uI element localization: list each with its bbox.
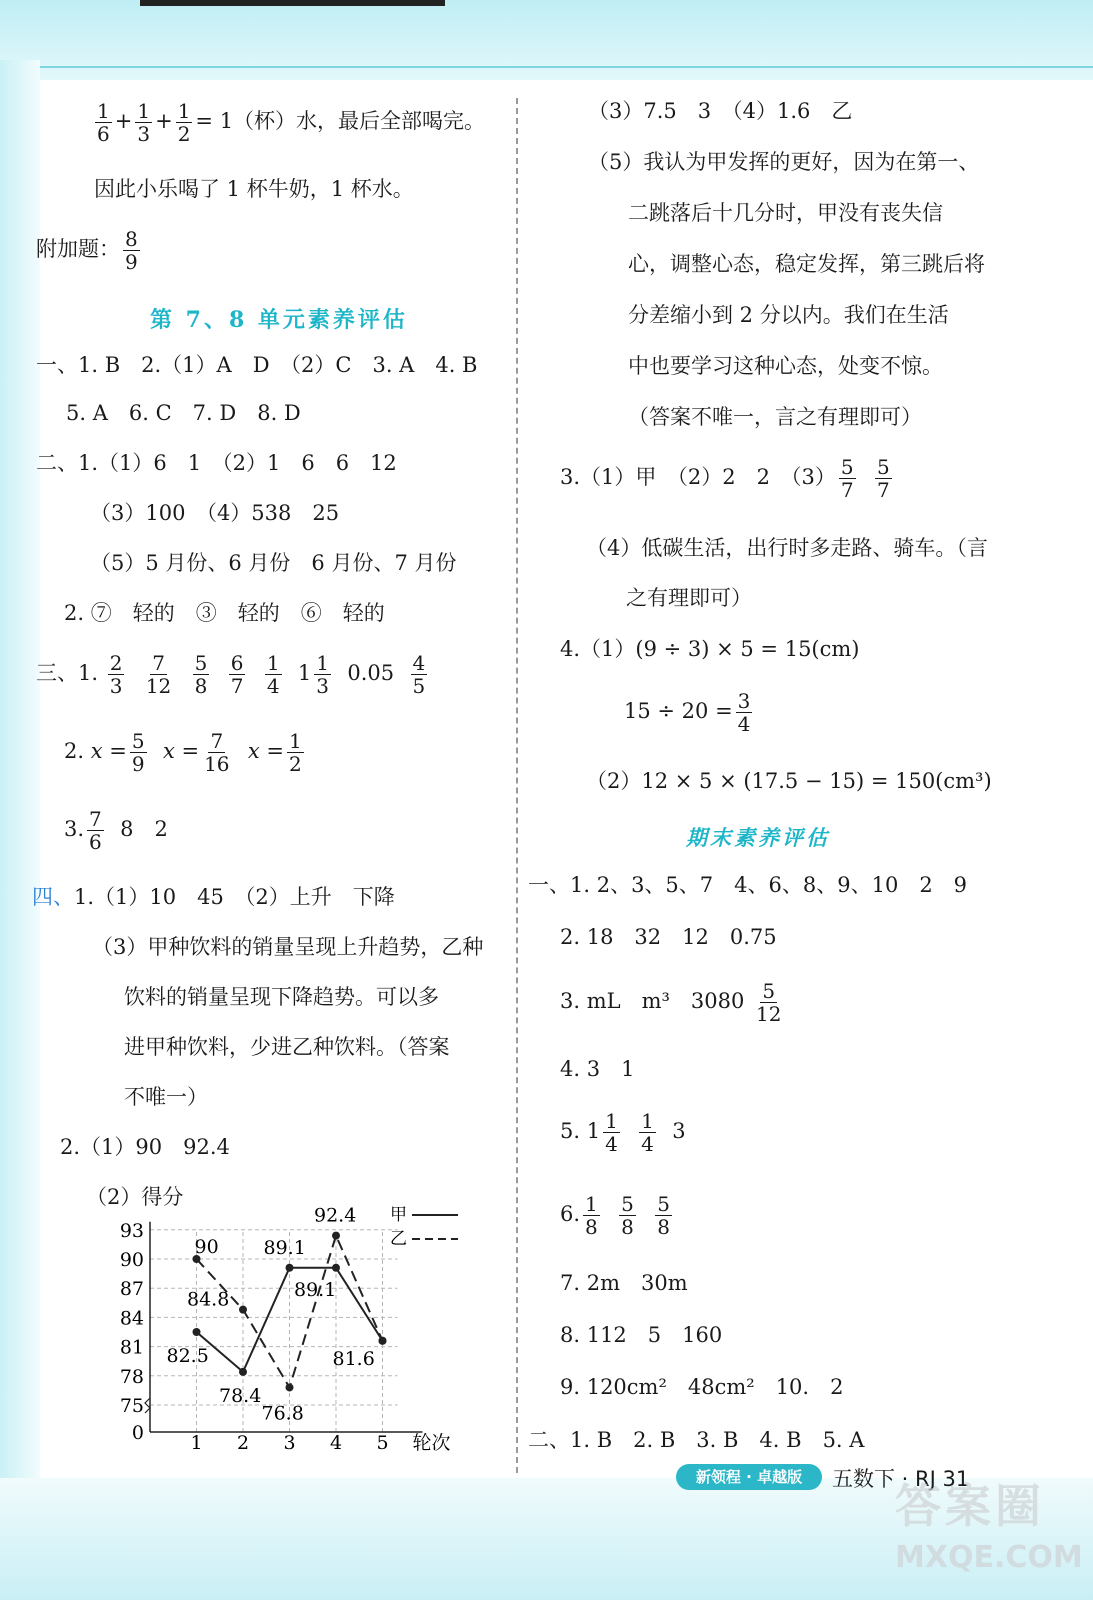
data-point bbox=[332, 1264, 340, 1272]
final-q3: 3. mL m³ 3080 $\frac{5}{12}$ bbox=[560, 979, 782, 1026]
right-line-3: 二跳落后十几分时，甲没有丧失信 bbox=[628, 201, 943, 225]
final-q9: 9. 120cm² 48cm² 10. 2 bbox=[560, 1375, 844, 1399]
top-band bbox=[0, 0, 1093, 80]
y-tick-label: 81 bbox=[119, 1336, 144, 1359]
data-label: 76.8 bbox=[261, 1402, 304, 1425]
y-tick-label: 84 bbox=[119, 1307, 144, 1330]
x-tick-label: 2 bbox=[236, 1432, 250, 1454]
final-q4: 4. 3 1 bbox=[560, 1057, 635, 1081]
fraction: $\frac{5}{9}$ bbox=[131, 729, 145, 776]
watermark-logo bbox=[895, 1470, 1083, 1590]
section4-q2: 2.（1）90 92.4 bbox=[60, 1135, 230, 1159]
section3-q2: 2. x = $\frac{5}{9}$ x = $\frac{7}{16}$ x = $\frac{1}{2}$ bbox=[64, 729, 302, 776]
watermark-url: MXQE.COM bbox=[895, 1540, 1083, 1575]
legend-label: 乙 bbox=[390, 1229, 407, 1249]
data-label: 78.4 bbox=[219, 1384, 262, 1407]
x-tick-label: 1 bbox=[190, 1432, 203, 1454]
final-section2: 二、1. B 2. B 3. B 4. B 5. A bbox=[528, 1428, 865, 1452]
page-label: 五数下 · RJ 31 bbox=[832, 1467, 970, 1491]
chart-caption: （2）得分 bbox=[86, 1185, 184, 1209]
x-tick-label: 5 bbox=[376, 1432, 389, 1454]
section3-q1: 三、1. $\frac{2}{3}$ $\frac{7}{12}$ $\frac{5}{8}$ $\frac{6}{7}$ $\frac{1}{4}$ 1 $\frac{1}{3}$ 0.05 $\frac{4}{5}$ bbox=[36, 651, 426, 698]
extra-question: 附加题： $\frac{8}{9}$ bbox=[36, 227, 138, 274]
fraction: $\frac{4}{5}$ bbox=[412, 651, 426, 698]
section2-answers-c: （5）5 月份、6 月份 6 月份、7 月份 bbox=[90, 551, 457, 575]
fraction: $\frac{7}{16}$ bbox=[204, 729, 230, 776]
data-point bbox=[193, 1328, 201, 1336]
final-q1: 一、1. 2、3、5、7 4、6、8、9、10 2 9 bbox=[528, 873, 968, 897]
data-point bbox=[286, 1383, 294, 1391]
data-label: 89.1 bbox=[263, 1236, 306, 1259]
fraction: $\frac{1}{4}$ bbox=[266, 651, 280, 698]
fraction: $\frac{1}{4}$ bbox=[605, 1109, 618, 1156]
x-tick-label: 3 bbox=[283, 1432, 296, 1454]
right-q4-part2: （2）12 × 5 × (17.5 − 15) = 150(cm³) bbox=[586, 769, 992, 793]
fraction: $\frac{1}{2}$ bbox=[289, 729, 302, 776]
fraction: $\frac{3}{4}$ bbox=[737, 689, 751, 736]
final-q7: 7. 2m 30m bbox=[560, 1271, 688, 1295]
score-line-chart bbox=[100, 1200, 480, 1470]
top-dark-bar bbox=[140, 0, 445, 6]
section2-answers-b: （3）100 （4）538 25 bbox=[90, 501, 340, 525]
fraction: $\frac{8}{9}$ bbox=[125, 227, 138, 274]
y-tick-label: 78 bbox=[119, 1365, 144, 1388]
section1-answers-a: 一、1. B 2.（1）A D （2）C 3. A 4. B bbox=[36, 353, 478, 377]
fraction: $\frac{1}{3}$ bbox=[316, 651, 330, 698]
data-point bbox=[239, 1306, 247, 1314]
section4-text-b: （3）甲种饮料的销量呈现上升趋势，乙种 bbox=[92, 935, 484, 959]
left-margin-band bbox=[0, 60, 40, 1560]
equation-line: $\frac{1}{6}$ + $\frac{1}{3}$ + $\frac{1}{2}$ = 1（杯）水，最后全部喝完。 bbox=[97, 99, 486, 146]
right-line-2: （5）我认为甲发挥的更好，因为在第一、 bbox=[588, 150, 980, 174]
brand-badge: 新领程 · 卓越版 bbox=[676, 1464, 822, 1490]
data-label: 92.4 bbox=[314, 1204, 357, 1227]
final-q5: 5. 1 $\frac{1}{4}$ $\frac{1}{4}$ 3 bbox=[560, 1109, 686, 1156]
fraction: $\frac{5}{8}$ bbox=[194, 651, 208, 698]
data-label: 89.1 bbox=[294, 1278, 337, 1301]
section3-q3: 3. $\frac{7}{6}$ 8 2 bbox=[64, 807, 168, 854]
fraction: $\frac{1}{6}$ bbox=[97, 99, 110, 146]
fraction: $\frac{5}{7}$ bbox=[840, 455, 854, 502]
fraction: $\frac{1}{2}$ bbox=[177, 99, 191, 146]
column-divider bbox=[516, 98, 518, 1473]
data-label: 84.8 bbox=[187, 1288, 230, 1311]
section-title-final: 期末素养评估 bbox=[686, 825, 830, 850]
fraction: $\frac{1}{3}$ bbox=[137, 99, 151, 146]
legend-label: 甲 bbox=[390, 1205, 407, 1225]
section1-answers-b: 5. A 6. C 7. D 8. D bbox=[66, 401, 301, 425]
section2-answers-a: 二、1.（1）6 1 （2）1 6 6 12 bbox=[36, 451, 397, 475]
fraction: $\frac{2}{3}$ bbox=[109, 651, 123, 698]
section4-text-e: 不唯一） bbox=[124, 1085, 208, 1109]
fraction: $\frac{7}{12}$ bbox=[145, 651, 172, 698]
section4-text-c: 饮料的销量呈现下降趋势。可以多 bbox=[124, 985, 439, 1009]
section-title-units-7-8: 第 7、8 单元素养评估 bbox=[150, 307, 408, 333]
data-point bbox=[239, 1368, 247, 1376]
final-q2: 2. 18 32 12 0.75 bbox=[560, 925, 777, 949]
fraction: $\frac{5}{8}$ bbox=[621, 1192, 634, 1239]
data-label: 82.5 bbox=[166, 1345, 209, 1367]
x-tick-label: 4 bbox=[329, 1432, 343, 1454]
answer-line: 因此小乐喝了 1 杯牛奶，1 杯水。 bbox=[94, 177, 414, 201]
y-tick-label: 0 bbox=[131, 1422, 144, 1444]
y-tick-label: 93 bbox=[119, 1219, 144, 1242]
fraction: $\frac{5}{8}$ bbox=[657, 1192, 670, 1239]
right-line-4: 心，调整心态，稳定发挥，第三跳后将 bbox=[628, 252, 985, 276]
top-rule bbox=[0, 66, 1093, 68]
right-line-7: （答案不唯一，言之有理即可） bbox=[628, 405, 922, 429]
data-point bbox=[286, 1264, 294, 1272]
fraction: $\frac{1}{8}$ bbox=[585, 1192, 598, 1239]
final-q8: 8. 112 5 160 bbox=[560, 1323, 723, 1347]
right-line-1: （3）7.5 3 （4）1.6 乙 bbox=[588, 99, 853, 123]
section4-text-d: 进甲种饮料，少进乙种饮料。（答案 bbox=[124, 1035, 450, 1059]
right-line-10: 之有理即可） bbox=[626, 586, 752, 610]
fraction: $\frac{6}{7}$ bbox=[230, 651, 244, 698]
fraction: $\frac{7}{6}$ bbox=[89, 807, 102, 854]
watermark-text: 答案圈 bbox=[895, 1479, 1045, 1533]
right-q4-step: 15 ÷ 20 = $\frac{3}{4}$ bbox=[624, 689, 751, 736]
right-line-9: （4）低碳生活，出行时多走路、骑车。（言 bbox=[586, 536, 988, 560]
data-label: 90 bbox=[194, 1236, 219, 1258]
y-tick-label: 90 bbox=[119, 1249, 144, 1271]
right-q4: 4.（1）(9 ÷ 3) × 5 = 15(cm) bbox=[560, 637, 860, 661]
fraction: $\frac{1}{4}$ bbox=[641, 1109, 654, 1156]
data-label: 81.6 bbox=[332, 1347, 375, 1370]
data-point bbox=[379, 1337, 387, 1345]
final-q6: 6. $\frac{1}{8}$ $\frac{5}{8}$ $\frac{5}{8}$ bbox=[560, 1192, 670, 1239]
y-tick-label: 87 bbox=[119, 1278, 144, 1301]
x-axis-label: 轮次 bbox=[412, 1432, 451, 1454]
fraction: $\frac{5}{12}$ bbox=[756, 979, 782, 1026]
right-line-5: 分差缩小到 2 分以内。我们在生活 bbox=[628, 303, 949, 327]
fraction: $\frac{5}{7}$ bbox=[876, 455, 890, 502]
right-q3: 3.（1）甲 （2）2 2 （3） $\frac{5}{7}$ $\frac{5}{7}$ bbox=[560, 455, 890, 502]
right-line-6: 中也要学习这种心态，处变不惊。 bbox=[628, 354, 943, 378]
section4-q1: 四、1.（1）10 45 （2）上升 下降 bbox=[32, 885, 395, 909]
section2-answers-d: 2. ⑦ 轻的 ③ 轻的 ⑥ 轻的 bbox=[64, 601, 385, 625]
data-point bbox=[332, 1232, 340, 1240]
y-tick-label: 75 bbox=[119, 1395, 144, 1417]
